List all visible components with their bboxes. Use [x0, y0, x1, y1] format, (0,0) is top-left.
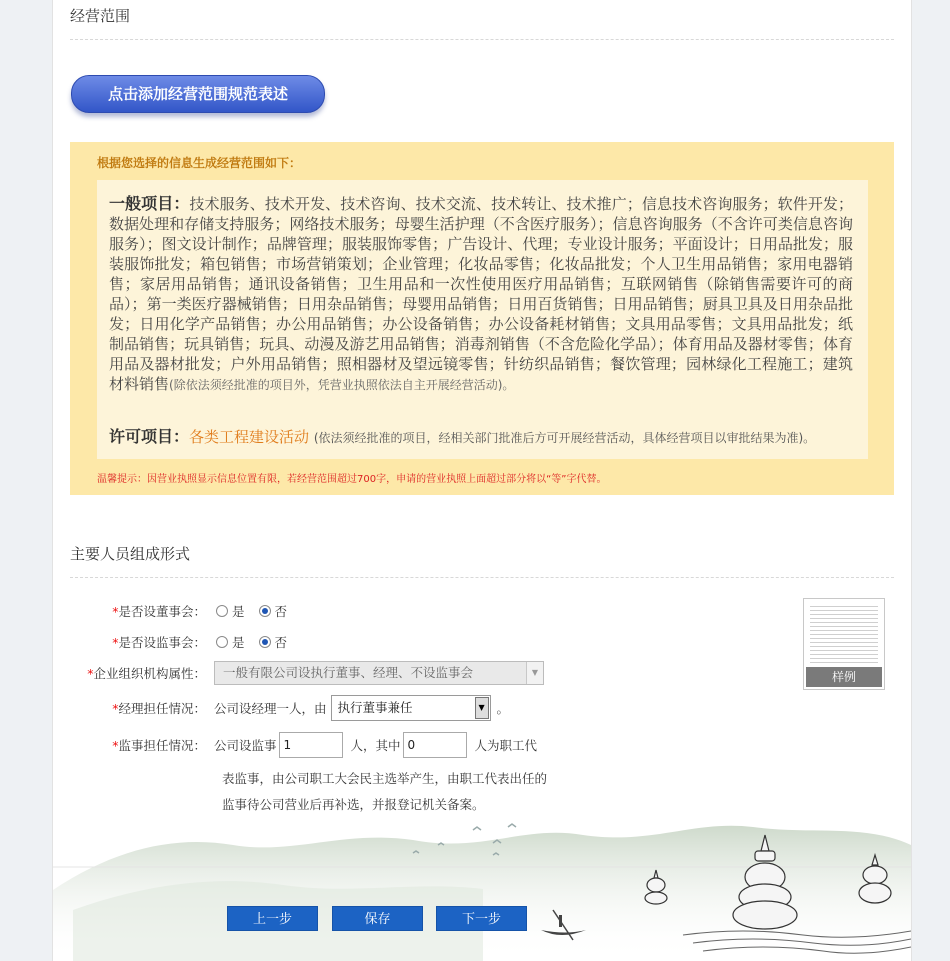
business-scope-title: 经营范围: [70, 7, 131, 25]
supervisor-label: *监事担任情况：: [112, 738, 206, 753]
landscape-decoration: [53, 815, 911, 961]
section-divider: [70, 39, 894, 40]
licensed-items-value: 各类工程建设活动: [189, 428, 310, 446]
licensed-items: [109, 424, 859, 447]
manager-select[interactable]: 执行董事兼任 ▼: [331, 695, 491, 721]
form-page: [52, 0, 912, 961]
next-step-button[interactable]: 下一步: [436, 906, 527, 931]
licensed-items-note: (依法须经批准的项目，经相关部门批准后方可开展经营活动，具体经营项目以审批结果为准)。: [313, 431, 816, 445]
sample-label: 样例: [806, 667, 882, 687]
generated-scope-heading: 根据您选择的信息生成经营范围如下：: [97, 156, 302, 170]
supervisor-desc-line3: 监事待公司营业后再补选，并报登记机关备案。: [222, 797, 485, 812]
org-structure-label: *企业组织机构属性：: [87, 666, 206, 681]
general-items-label: 一般项目：: [109, 194, 190, 213]
org-structure-row: [53, 661, 544, 685]
supervisor-mid: 人，其中: [350, 738, 401, 753]
radio-checked-icon[interactable]: [259, 605, 271, 617]
general-items-note: (除依法须经批准的项目外，凭营业执照依法自主开展经营活动)。: [169, 378, 515, 392]
warm-tip: 温馨提示：因营业执照显示信息位置有限，若经营范围超过700字，申请的营业执照上面超过部分将以“等”字代替。: [97, 474, 607, 485]
supervisory-row: [53, 630, 299, 654]
radio-checked-icon[interactable]: [259, 636, 271, 648]
supervisor-desc-line2: 表监事，由公司职工大会民主选举产生，由职工代表出任的: [222, 771, 548, 786]
add-business-scope-button[interactable]: 点击添加经营范围规范表述: [71, 75, 325, 113]
manager-prefix: 公司设经理一人，由: [214, 701, 327, 716]
radio-icon[interactable]: [216, 605, 228, 617]
chevron-down-icon: ▼: [526, 662, 543, 684]
supervisory-option-no[interactable]: 否: [257, 633, 288, 651]
document-icon: [810, 603, 878, 663]
supervisory-option-yes[interactable]: 是: [214, 633, 245, 651]
supervisor-prefix: 公司设监事: [214, 738, 277, 753]
manager-row: [53, 696, 509, 720]
generated-scope-content: [97, 180, 868, 459]
prev-step-button[interactable]: 上一步: [227, 906, 318, 931]
supervisor-count-input[interactable]: 1: [279, 732, 343, 758]
supervisor-suffix: 人为职工代: [474, 738, 538, 753]
manager-label: *经理担任情况：: [112, 701, 206, 716]
manager-suffix: 。: [496, 701, 510, 716]
general-items-text: 技术服务、技术开发、技术咨询、技术交流、技术转让、技术推广；信息技术咨询服务；软件开发；数据处理和存储支持服务；网络技术服务；母婴生活护理（不含医疗服务）；信息咨询服务（不含许可类信息咨询服务）；图文设计制作；品牌管理；服装服饰零售；广告设计、代理；专业设计服务；平面设计；日用品批发；服装服饰批发；箱包销售；市场营销策划；企业管理；化妆品零售；化妆品批发；个人卫生用品销售；家用电器销售；家居用品销售；通讯设备销售；卫生用品和一次性使用医疗用品销售；互联网销售（除销售需要许可的商品）；第一类医疗器械销售；日用杂品销售；母婴用品销售；日用百货销售；日用品销售；厨具卫具及日用杂品批发；日用化学产品销售；办公用品销售；办公设备销售；办公设备耗材销售；文具用品零售；文具用品批发；纸制品销售；玩具销售；玩具、动漫及游艺用品销售；消毒剂销售（不含危险化学品）；体育用品及器材零售；体育用品及器材批发；户外用品销售；照相器材及望远镜零售；针纺织品销售；餐饮管理；园林绿化工程施工；建筑材料销售: [109, 195, 853, 393]
board-option-no[interactable]: 否: [257, 602, 288, 620]
board-row: [53, 599, 299, 623]
business-scope-panel: [70, 142, 894, 495]
board-option-yes[interactable]: 是: [214, 602, 245, 620]
licensed-items-label: 许可项目：: [109, 427, 190, 446]
radio-icon[interactable]: [216, 636, 228, 648]
general-items: [109, 194, 853, 395]
section-divider: [70, 577, 894, 578]
supervisory-label: *是否设监事会：: [112, 635, 206, 650]
sample-thumbnail[interactable]: [803, 598, 885, 690]
staff-supervisor-count-input[interactable]: 0: [403, 732, 467, 758]
supervisor-row: [53, 733, 537, 757]
board-label: *是否设董事会：: [112, 604, 206, 619]
chevron-down-icon: ▼: [475, 697, 489, 719]
personnel-section-title: 主要人员组成形式: [70, 545, 191, 563]
org-structure-select[interactable]: 一般有限公司设执行董事、经理、不设监事会 ▼: [214, 661, 544, 685]
save-button[interactable]: 保存: [332, 906, 423, 931]
